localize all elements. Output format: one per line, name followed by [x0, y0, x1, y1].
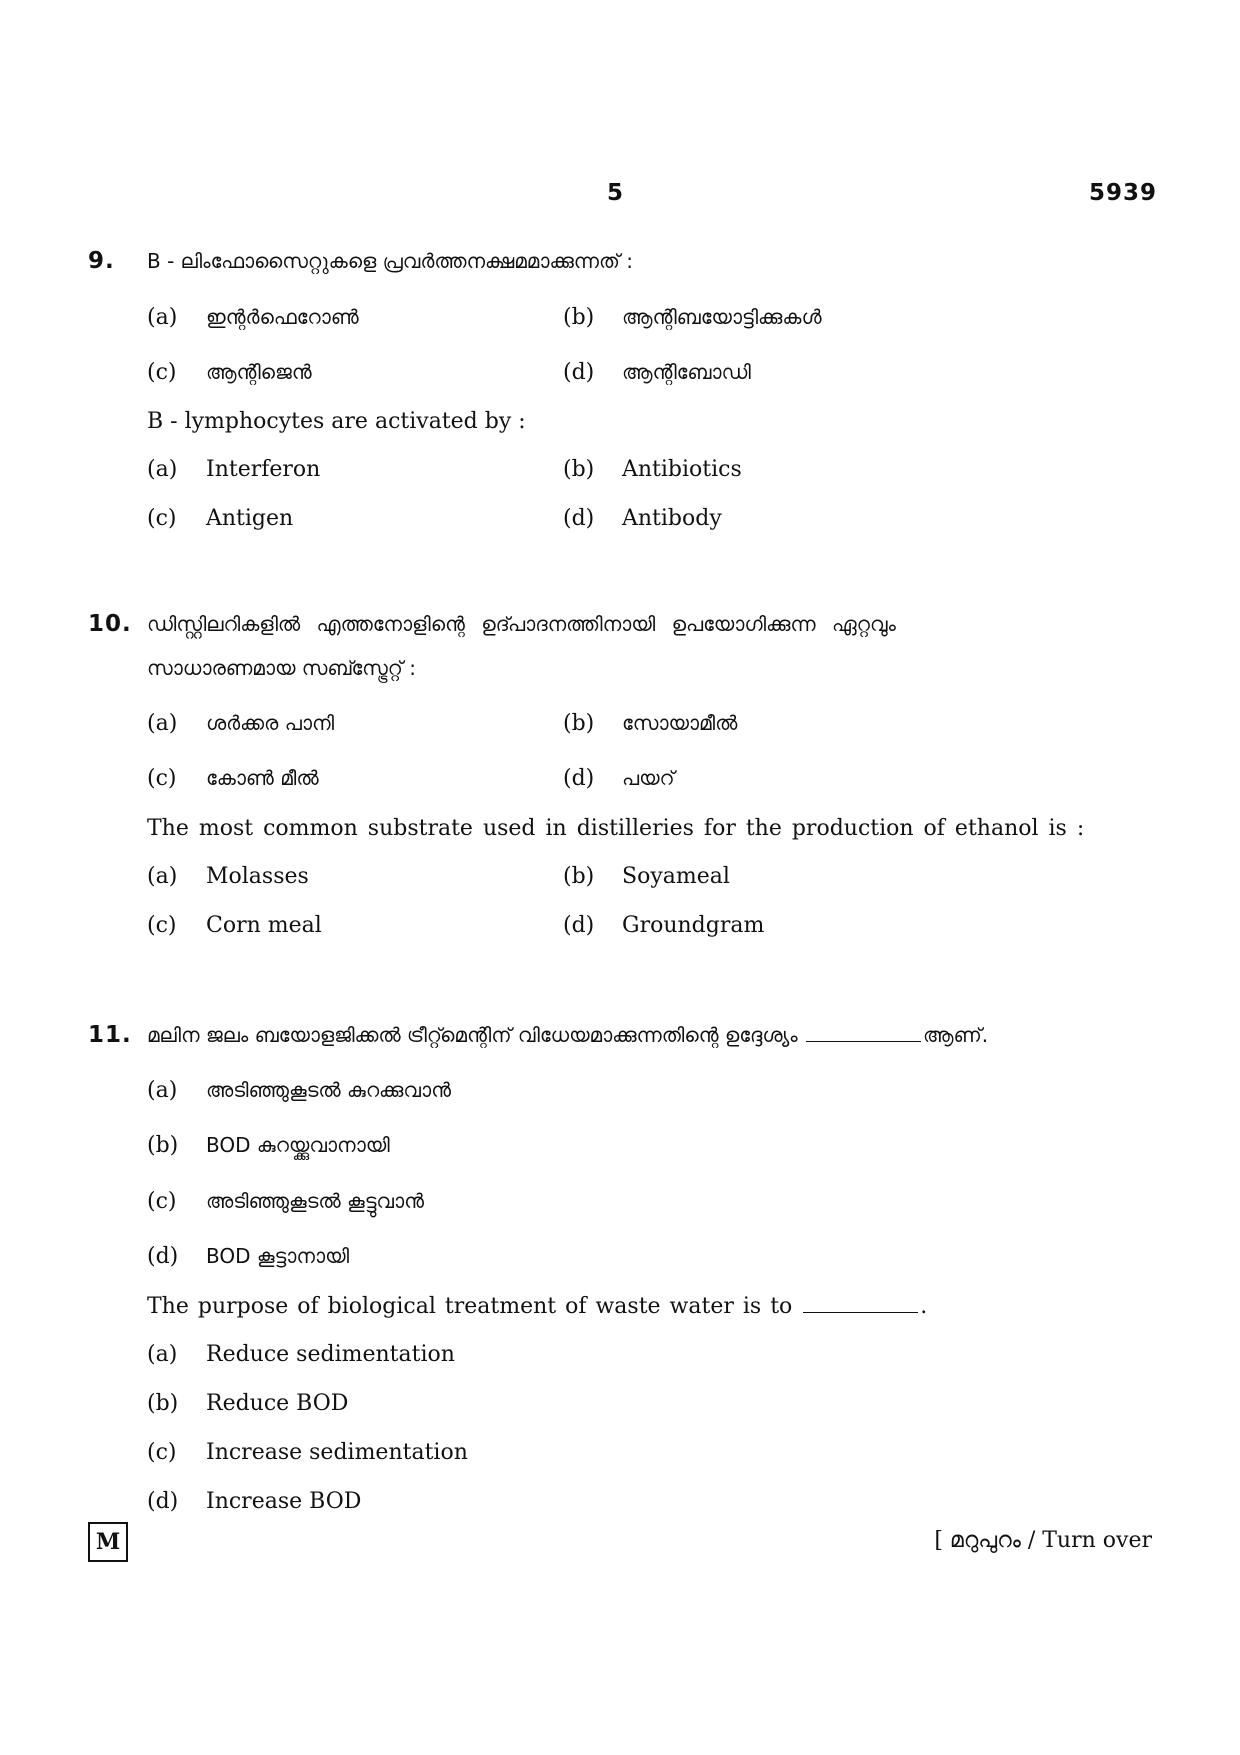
option-text: സോയാമീൽ	[622, 711, 738, 735]
option-label: (a)	[147, 457, 178, 482]
option-text: BOD കുറയ്ക്കുവാനായി	[206, 1133, 390, 1157]
option-label: (a)	[147, 1342, 178, 1367]
answer-blank	[803, 1311, 918, 1313]
option-label: (d)	[147, 1244, 179, 1269]
option-text: Corn meal	[206, 913, 322, 938]
option-label: (c)	[147, 1440, 177, 1465]
option-text: ശർക്കര പാനി	[206, 711, 335, 735]
question-text-malayalam-line-1: ഡിസ്റ്റിലറികളിൽ എത്തനോളിന്റെ ഉദ്പാദനത്തിനായി ഉപയോഗിക്കുന്ന ഏറ്റവും	[147, 612, 896, 636]
option-text: അടിഞ്ഞുകൂടൽ കുറക്കുവാൻ	[206, 1078, 451, 1102]
option-text: കോൺ മീൽ	[206, 766, 319, 790]
option-text: ആന്റിബയോട്ടിക്കുകൾ	[622, 305, 822, 329]
question-number: 9.	[88, 248, 115, 274]
page-number: 5	[607, 180, 624, 206]
option-label: (c)	[147, 913, 177, 938]
option-label: (d)	[563, 360, 595, 385]
question-text-english: The most common substrate used in distilleries for the production of ethanol is :	[147, 816, 1085, 841]
option-text: അടിഞ്ഞുകൂടൽ കൂട്ടുവാൻ	[206, 1189, 424, 1213]
option-text: പയറ്	[622, 766, 675, 790]
option-label: (b)	[147, 1391, 179, 1416]
option-label: (d)	[563, 766, 595, 791]
question-text-english: B - lymphocytes are activated by :	[147, 409, 526, 434]
option-label: (b)	[563, 711, 595, 736]
option-text: Increase sedimentation	[206, 1440, 468, 1465]
option-label: (b)	[563, 457, 595, 482]
option-text: ആന്റിജെൻ	[206, 360, 312, 384]
option-label: (a)	[147, 864, 178, 889]
question-number: 10.	[88, 611, 132, 637]
option-text: Soyameal	[622, 864, 730, 889]
option-text: BOD കൂട്ടാനായി	[206, 1244, 350, 1268]
option-label: (b)	[147, 1133, 179, 1158]
option-text: ആന്റിബോഡി	[622, 360, 751, 384]
option-label: (a)	[147, 711, 178, 736]
option-label: (a)	[147, 305, 178, 330]
option-label: (d)	[563, 913, 595, 938]
question-text-english	[147, 1294, 927, 1319]
option-label: (d)	[147, 1489, 179, 1514]
option-text: Interferon	[206, 457, 321, 482]
option-text: Groundgram	[622, 913, 765, 938]
option-label: (c)	[147, 1189, 177, 1214]
question-text-part: The purpose of biological treatment of waste water is to	[147, 1294, 793, 1319]
option-text: Antibiotics	[622, 457, 742, 482]
option-text: Reduce BOD	[206, 1391, 349, 1416]
question-number: 11.	[88, 1022, 132, 1048]
question-text-part: ആണ്.	[923, 1023, 989, 1047]
option-text: Reduce sedimentation	[206, 1342, 455, 1367]
option-text: Increase BOD	[206, 1489, 362, 1514]
turn-over-note: [ മറുപുറം / Turn over	[934, 1528, 1152, 1553]
option-label: (c)	[147, 766, 177, 791]
question-text-malayalam: B - ലിംഫോസൈറ്റുകളെ പ്രവർത്തനക്ഷമമാക്കുന്നത് :	[147, 249, 634, 273]
answer-blank	[806, 1040, 921, 1042]
option-label: (c)	[147, 360, 177, 385]
question-text-malayalam	[147, 1023, 988, 1047]
option-text: Antigen	[206, 506, 294, 531]
option-label: (d)	[563, 506, 595, 531]
m-mark-box: M	[88, 1522, 128, 1562]
question-text-part: മലിന ജലം ബയോളജിക്കൽ ട്രീറ്റ്മെന്റിന് വിധേയമാക്കുന്നതിന്റെ ഉദ്ദേശ്യം	[147, 1023, 798, 1047]
paper-code: 5939	[1088, 180, 1157, 206]
option-label: (a)	[147, 1078, 178, 1103]
option-text: Molasses	[206, 864, 309, 889]
option-label: (b)	[563, 864, 595, 889]
option-text: Antibody	[622, 506, 722, 531]
option-label: (b)	[563, 305, 595, 330]
option-text: ഇന്റർഫെറോൺ	[206, 305, 359, 329]
option-label: (c)	[147, 506, 177, 531]
question-text-part: .	[920, 1294, 928, 1319]
question-text-malayalam-line-2: സാധാരണമായ സബ്സ്ട്രേറ്റ് :	[147, 656, 417, 680]
